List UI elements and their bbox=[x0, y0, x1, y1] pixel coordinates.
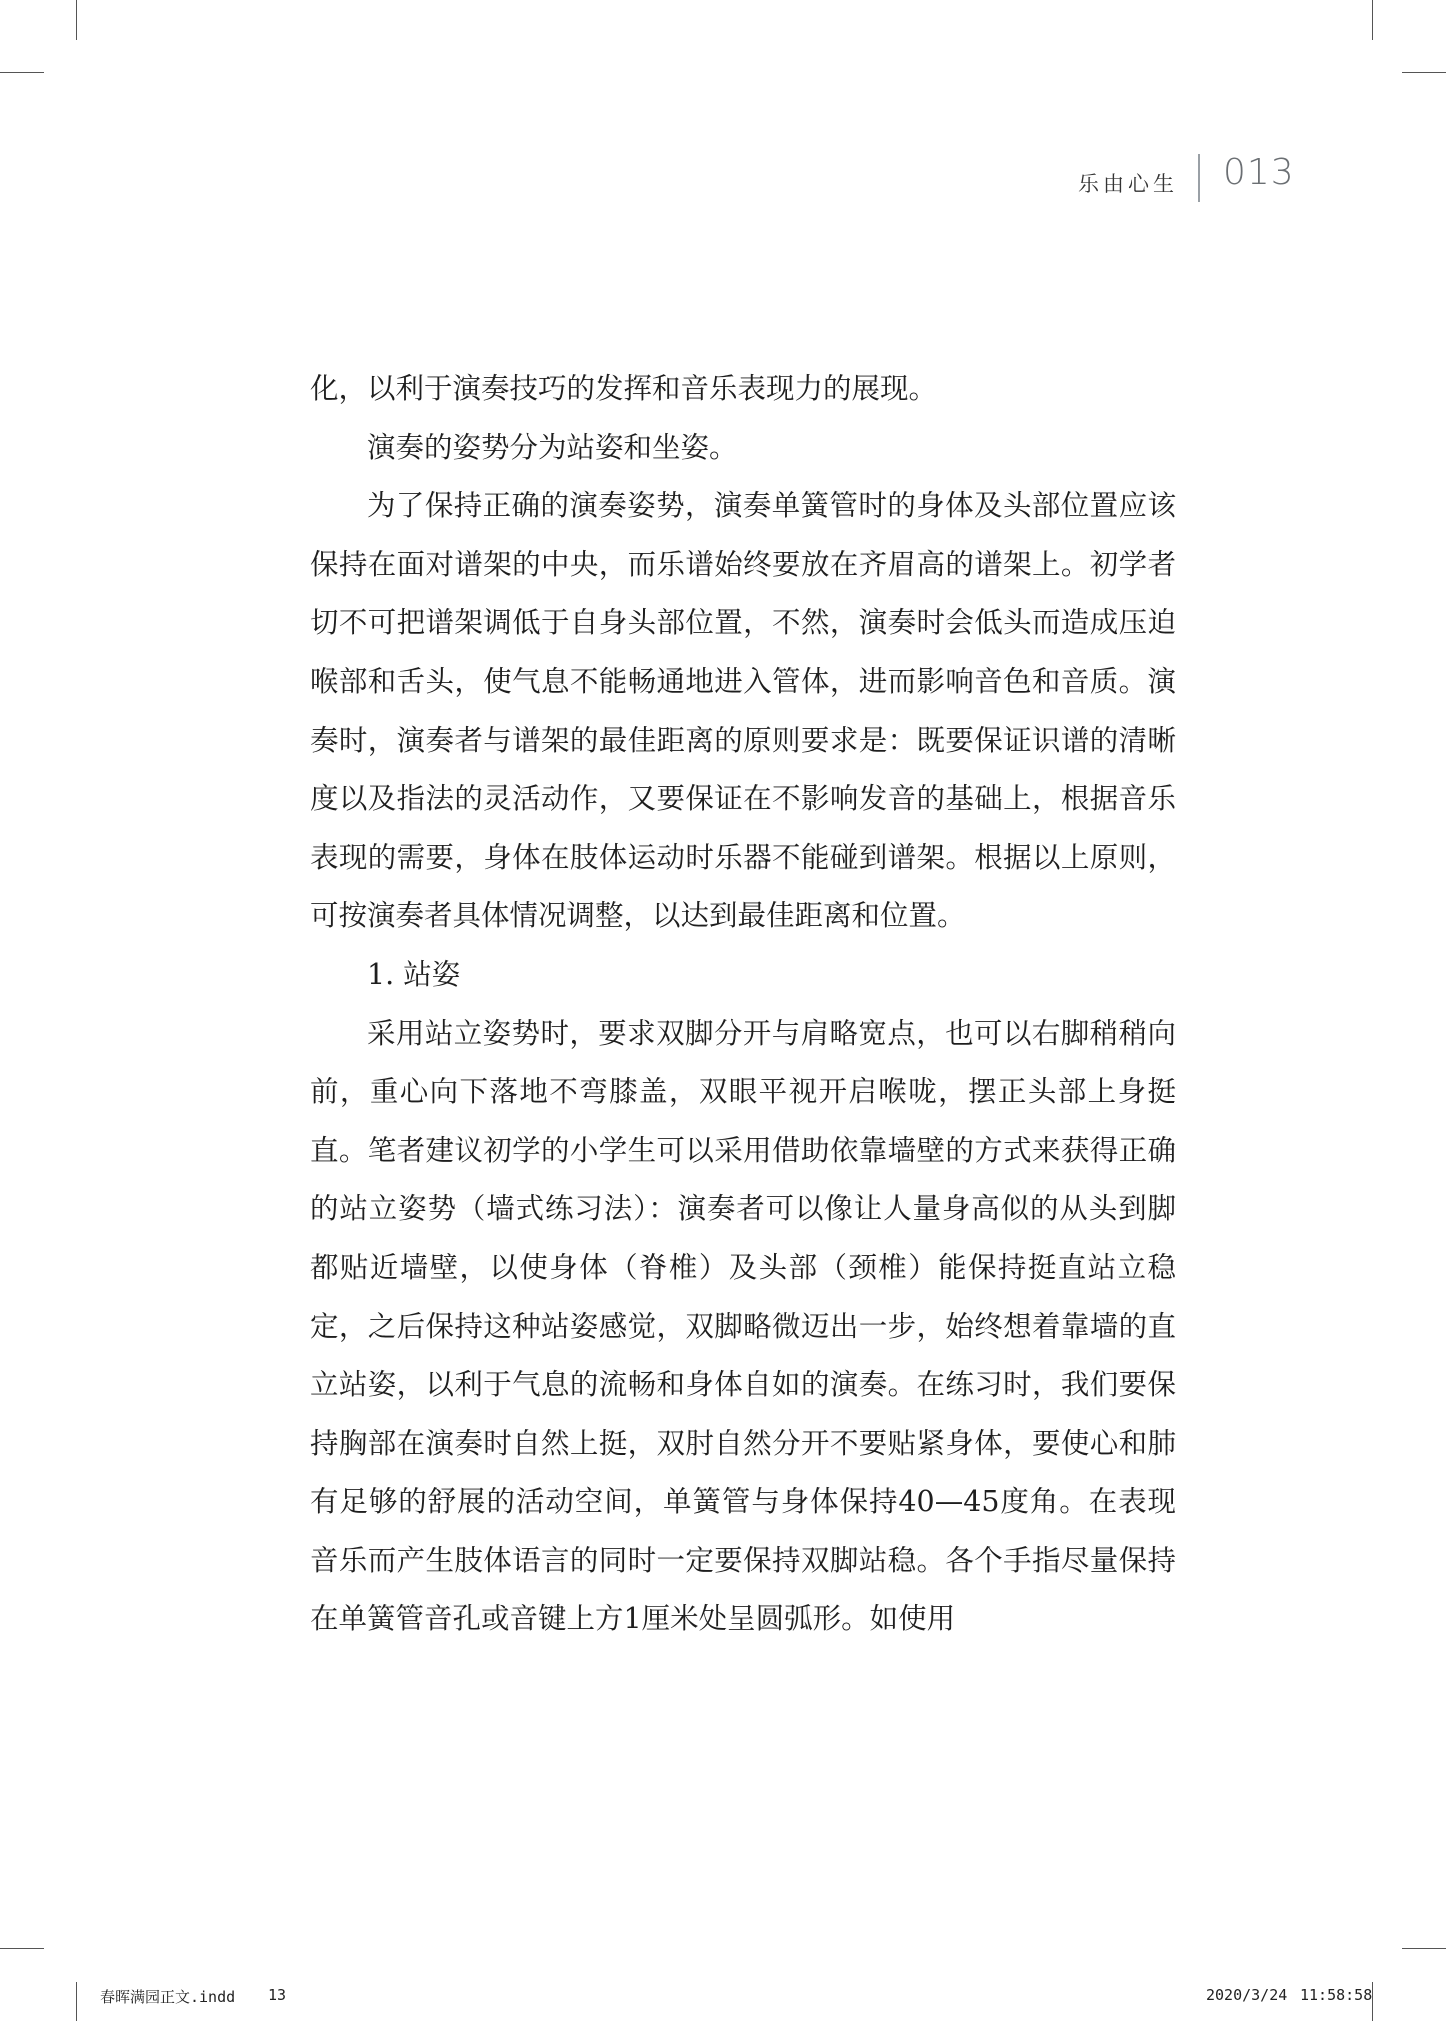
crop-mark-top-left-h bbox=[0, 72, 44, 73]
slug-date: 2020/3/24 bbox=[1206, 1986, 1288, 2004]
page-number: 013 bbox=[1223, 152, 1295, 193]
paragraph: 采用站立姿势时，要求双脚分开与肩略宽点，也可以右脚稍稍向前，重心向下落地不弯膝盖，双眼平视开启喉咙，摆正头部上身挺直。笔者建议初学的小学生可以采用借助依靠墙壁的方式来获得正确的站立姿势（墙式练习法）：演奏者可以像让人量身高似的从头到脚都贴近墙壁，以使身体（脊椎）及头部（颈椎）能保持挺直站立稳定，之后保持这种站姿感觉，双脚略微迈出一步，始终想着靠墙的直立站姿，以利于气息的流畅和身体自如的演奏。在练习时，我们要保持胸部在演奏时自然上挺，双肘自然分开不要贴紧身体，要使心和肺有足够的舒展的活动空间，单簧管与身体保持40—45度角。在表现音乐而产生肢体语言的同时一定要保持双脚站稳。各个手指尽量保持在单簧管音孔或音键上方1厘米处呈圆弧形。如使用 bbox=[310, 1016, 1176, 1636]
slug-time: 11:58:58 bbox=[1300, 1986, 1373, 2004]
crop-mark-bottom-right-h bbox=[1402, 1948, 1446, 1949]
running-header bbox=[1030, 148, 1295, 208]
crop-mark-bottom-left-h bbox=[0, 1948, 44, 1949]
slug-page: 13 bbox=[268, 1986, 287, 2004]
crop-mark-top-right-h bbox=[1402, 72, 1446, 73]
chapter-title: 乐由心生 bbox=[1078, 172, 1178, 196]
paragraph: 演奏的姿势分为站姿和坐姿。 bbox=[367, 430, 738, 464]
crop-mark-top-left bbox=[76, 0, 77, 40]
slug-file-name: 春晖满园正文.indd bbox=[100, 1988, 236, 2006]
paragraph: 为了保持正确的演奏姿势，演奏单簧管时的身体及头部位置应该保持在面对谱架的中央，而乐谱始终要放在齐眉高的谱架上。初学者切不可把谱架调低于自身头部位置，不然，演奏时会低头而造成压迫喉部和舌头，使气息不能畅通地进入管体，进而影响音色和音质。演奏时，演奏者与谱架的最佳距离的原则要求是：既要保证识谱的清晰度以及指法的灵活动作，又要保证在不影响发音的基础上，根据音乐表现的需要，身体在肢体运动时乐器不能碰到谱架。根据以上原则，可按演奏者具体情况调整，以达到最佳距离和位置。 bbox=[310, 489, 1176, 933]
header-divider bbox=[1198, 154, 1200, 202]
crop-mark-bottom-left bbox=[76, 1982, 77, 2021]
paragraph-continued: 化，以利于演奏技巧的发挥和音乐表现力的展现。 bbox=[310, 372, 938, 405]
crop-mark-top-right bbox=[1372, 0, 1373, 40]
body-text bbox=[310, 360, 1176, 1649]
section-heading: 1. 站姿 bbox=[367, 957, 461, 991]
